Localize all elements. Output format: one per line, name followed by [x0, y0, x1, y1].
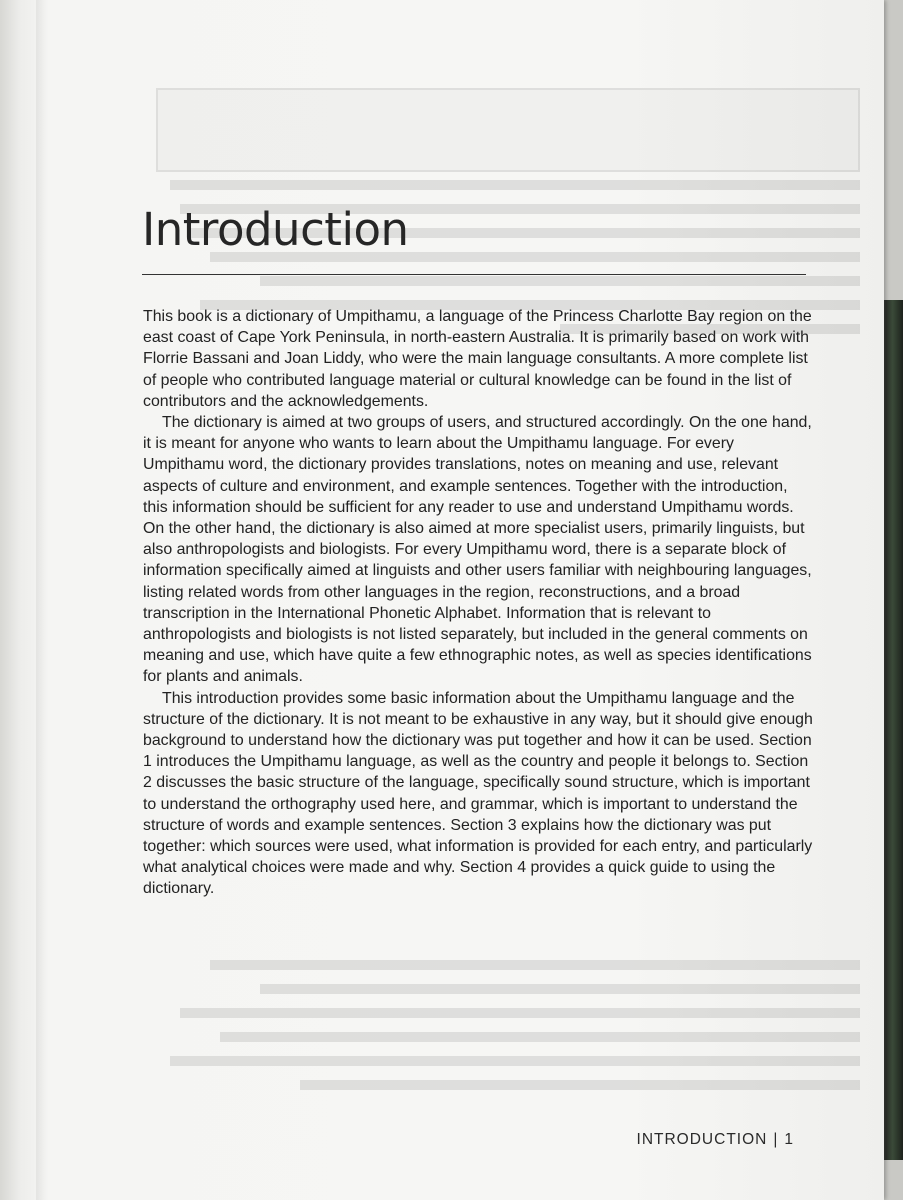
footer-separator: |: [773, 1131, 779, 1148]
page-heading: Introduction: [142, 203, 409, 256]
running-footer: [637, 1131, 794, 1149]
page-number: 1: [784, 1131, 794, 1148]
footer-section-label: INTRODUCTION: [636, 1131, 768, 1148]
paragraph: The dictionary is aimed at two groups of users, and structured accordingly. On the one hand, it is meant for anyone who wants to learn about the Umpithamu language. For every Umpithamu word, the dictionary provides translations, notes on meaning and use, relevant aspects of culture and environment, and example sentences. Together with the introduction, this information should be sufficient for any reader to use and understand Umpithamu words. On the other hand, the dictionary is also aimed at more specialist users, primarily linguists, but also anthropologists and biologists. For every Umpithamu word, there is a separate block of information specifically aimed at linguists and other users familiar with neighbouring languages, listing related words from other languages in the region, reconstructions, and a broad transcription in the International Phonetic Alphabet. Information that is relevant to anthropologists and biologists is not listed separately, but included in the general comments on meaning and use, which have quite a few ethnographic notes, as well as species identifications for plants and animals.: [143, 414, 812, 686]
paragraph: This introduction provides some basic information about the Umpithamu language and the structure of the dictionary. It is not meant to be exhaustive in any way, but it should give enough background to understand how the dictionary was put together and how it can be used. Section 1 introduces the Umpithamu language, as well as the country and people it belongs to. Section 2 discusses the basic structure of the language, specifically sound structure, which is important to understand the orthography used here, and grammar, which is important to understand the structure of words and example sentences. Section 3 explains how the dictionary was put together: which sources were used, what information is provided for each entry, and particularly what analytical choices were made and why. Section 4 provides a quick guide to using the dictionary.: [143, 689, 813, 898]
page-binding-shadow: [36, 0, 48, 1200]
heading-rule: [142, 274, 806, 275]
paragraph: This book is a dictionary of Umpithamu, a language of the Princess Charlotte Bay region on the east coast of Cape York Peninsula, in north-eastern Australia. It is primarily based on work with Florrie Bassani and Joan Liddy, who were the main language consultants. A more complete list of people who contributed language material or cultural knowledge can be found in the list of contributors and the acknowledgements.: [143, 308, 812, 410]
body-text: [143, 306, 815, 900]
